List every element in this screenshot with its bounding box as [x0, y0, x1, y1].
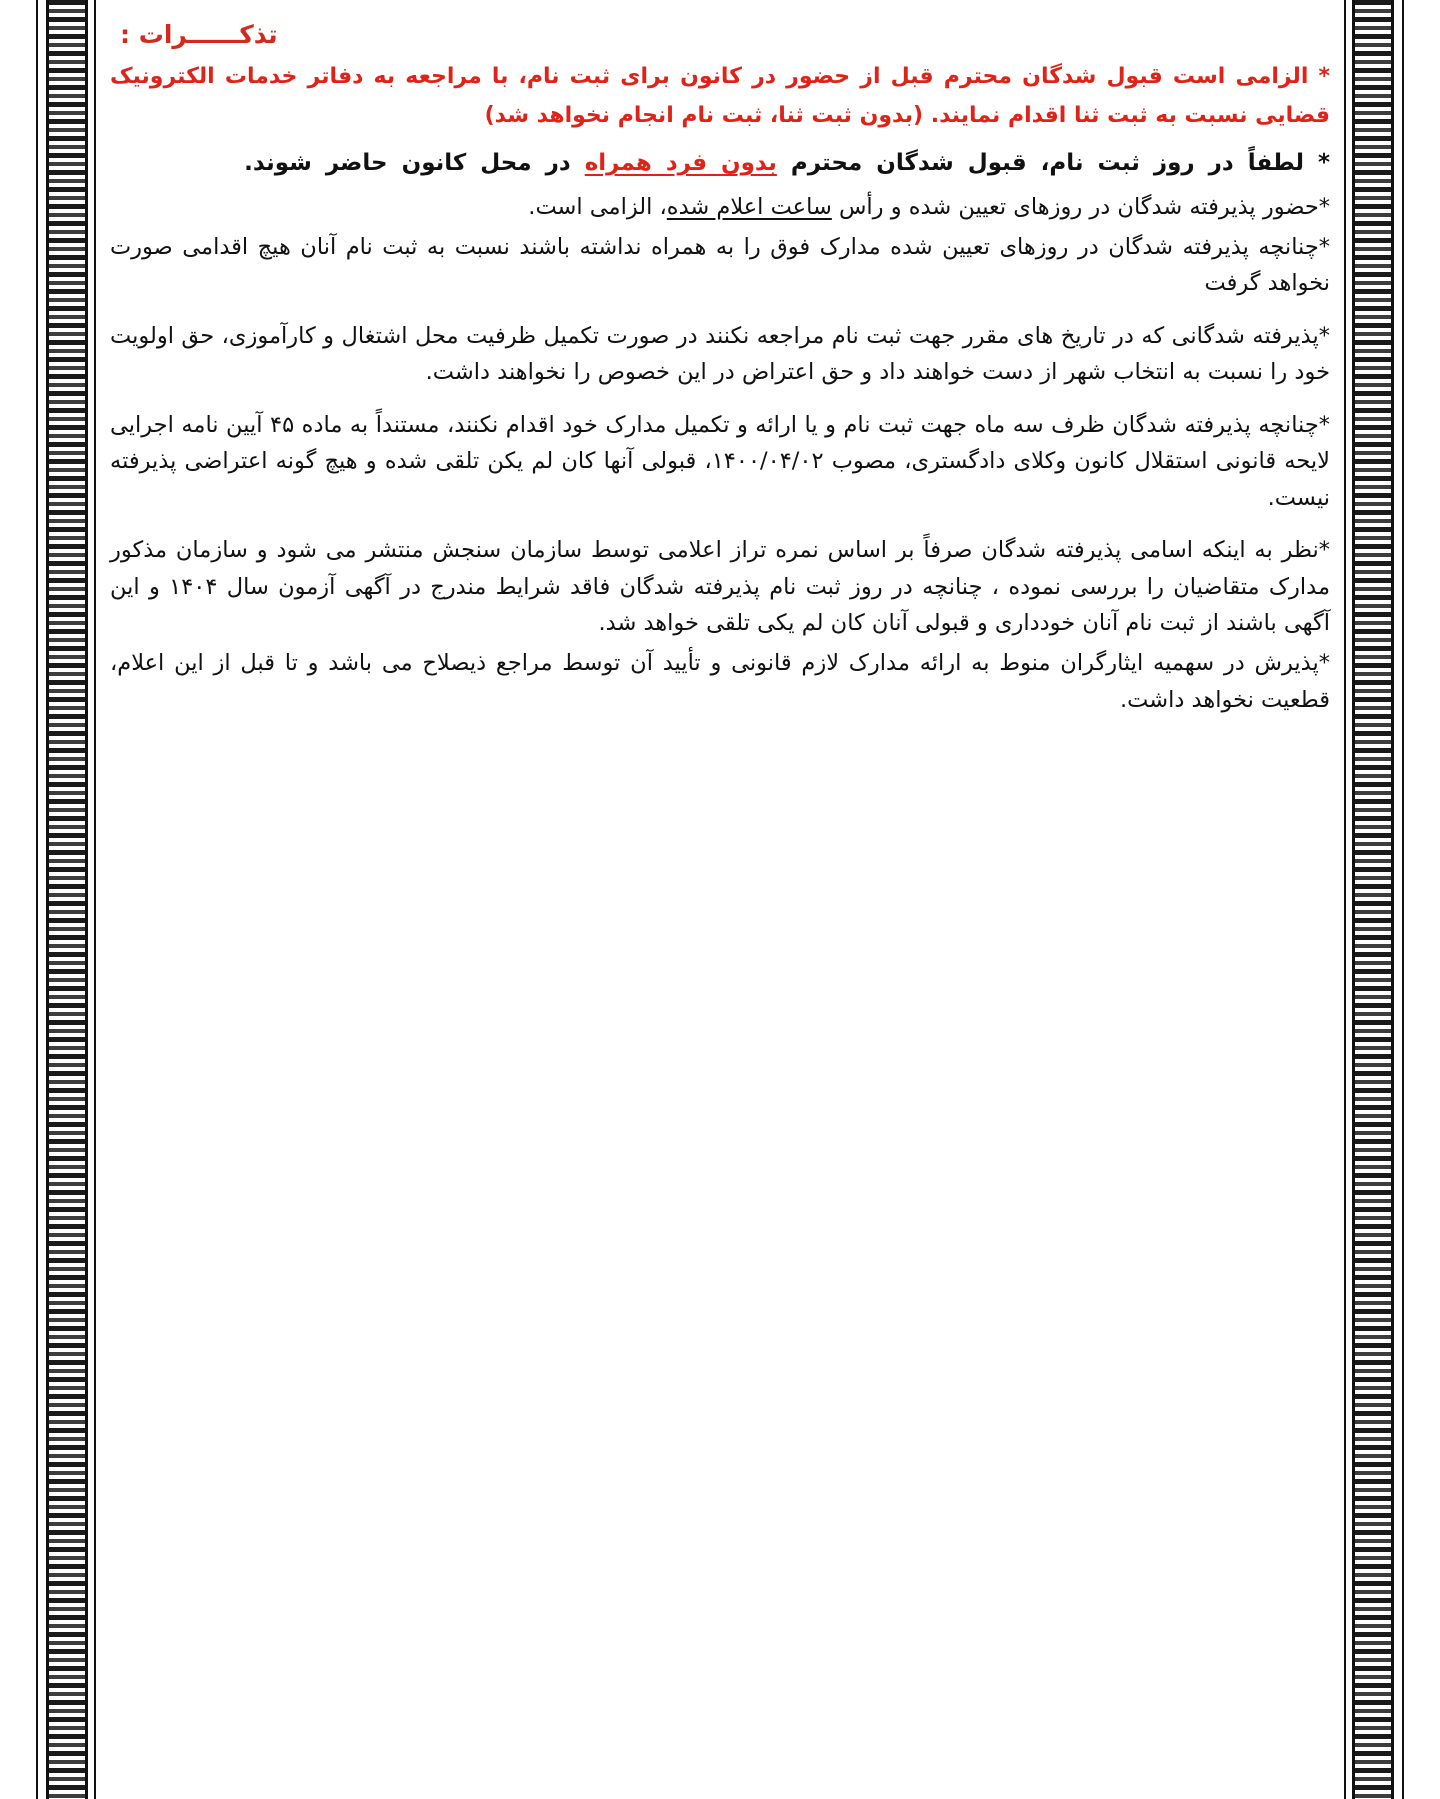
notice-lead-text: *حضور پذیرفته شدگان در روزهای تعیین شده و رأس	[838, 193, 1330, 220]
page-title: تذکــــــرات :	[120, 20, 278, 49]
border-rule-left-outer	[36, 0, 38, 1799]
document-content	[110, 0, 1330, 722]
notice-highlight-no-companion: بدون فرد همراه	[584, 150, 777, 177]
notice-tail-text: ، الزامی است.	[528, 193, 667, 220]
notice-paragraph-no-companion	[110, 145, 1330, 182]
notice-paragraph-sana-registration: * الزامی است قبول شدگان محترم قبل از حضور در کانون برای ثبت نام، با مراجعه به دفاتر خدمات الکترونیک قضایی نسبت به ثبت ثنا اقدام نمایند. (بدون ثبت ثنا، ثبت نام انجام نخواهد شد)	[110, 64, 1330, 129]
notice-underline-announced-hour: ساعت اعلام شده	[666, 193, 832, 220]
border-rule-right-outer	[1402, 0, 1404, 1799]
notice-paragraph-sanjesh-score-basis: *نظر به اینکه اسامی پذیرفته شدگان صرفاً بر اساس نمره تراز اعلامی توسط سازمان سنجش منتشر می شود و سازمان مذکور مدارک متقاضیان را بررسی نموده ، چنانچه در روز ثبت نام پذیرفته شدگان فاقد شرایط مندرج در آگهی آزمون سال ۱۴۰۴ و این آگهی باشند از ثبت نام آنان خودداری و قبولی آنان کان لم یکی تلقی خواهد شد.	[110, 537, 1330, 636]
decorative-chain-border-left	[46, 0, 88, 1799]
notice-paragraph-attendance-time	[110, 189, 1330, 225]
border-rule-right-inner	[1344, 0, 1346, 1799]
decorative-chain-border-right	[1352, 0, 1394, 1799]
border-rule-left-inner	[94, 0, 96, 1799]
notice-paragraph-veterans-quota: *پذیرش در سهمیه ایثارگران منوط به ارائه مدارک لازم قانونی و تأیید آن توسط مراجع ذیصلاح می باشد و تا قبل از این اعلام، قطعیت نخواهد داشت.	[110, 650, 1330, 713]
notice-paragraph-capacity-priority: *پذیرفته شدگانی که در تاریخ های مقرر جهت ثبت نام مراجعه نکنند در صورت تکمیل ظرفیت محل اشتغال و کارآموزی، حق اولویت خود را نسبت به انتخاب شهر از دست خواهند داد و حق اعتراض در این خصوص را نخواهند داشت.	[110, 322, 1330, 386]
notice-tail-text: در محل کانون حاضر شوند.	[244, 150, 571, 177]
notice-paragraph-missing-documents: *چنانچه پذیرفته شدگان در روزهای تعیین شده مدارک فوق را به همراه نداشته باشند نسبت به ثبت نام آنان هیچ اقدامی صورت نخواهد گرفت	[110, 234, 1330, 297]
notice-paragraph-three-month-deadline: *چنانچه پذیرفته شدگان ظرف سه ماه جهت ثبت نام و یا ارائه و تکمیل مدارک خود اقدام نکنند، مستنداً به ماده ۴۵ آیین نامه اجرایی لایحه قانونی استقلال کانون وکلای دادگستری، مصوب ۱۴۰۰/۰۴/۰۲، قبولی آنها کان لم یکن تلقی شده و هیچ گونه اعتراضی پذیرفته نیست.	[110, 411, 1330, 511]
notice-lead-text: * لطفاً در روز ثبت نام، قبول شدگان محترم	[790, 150, 1330, 177]
